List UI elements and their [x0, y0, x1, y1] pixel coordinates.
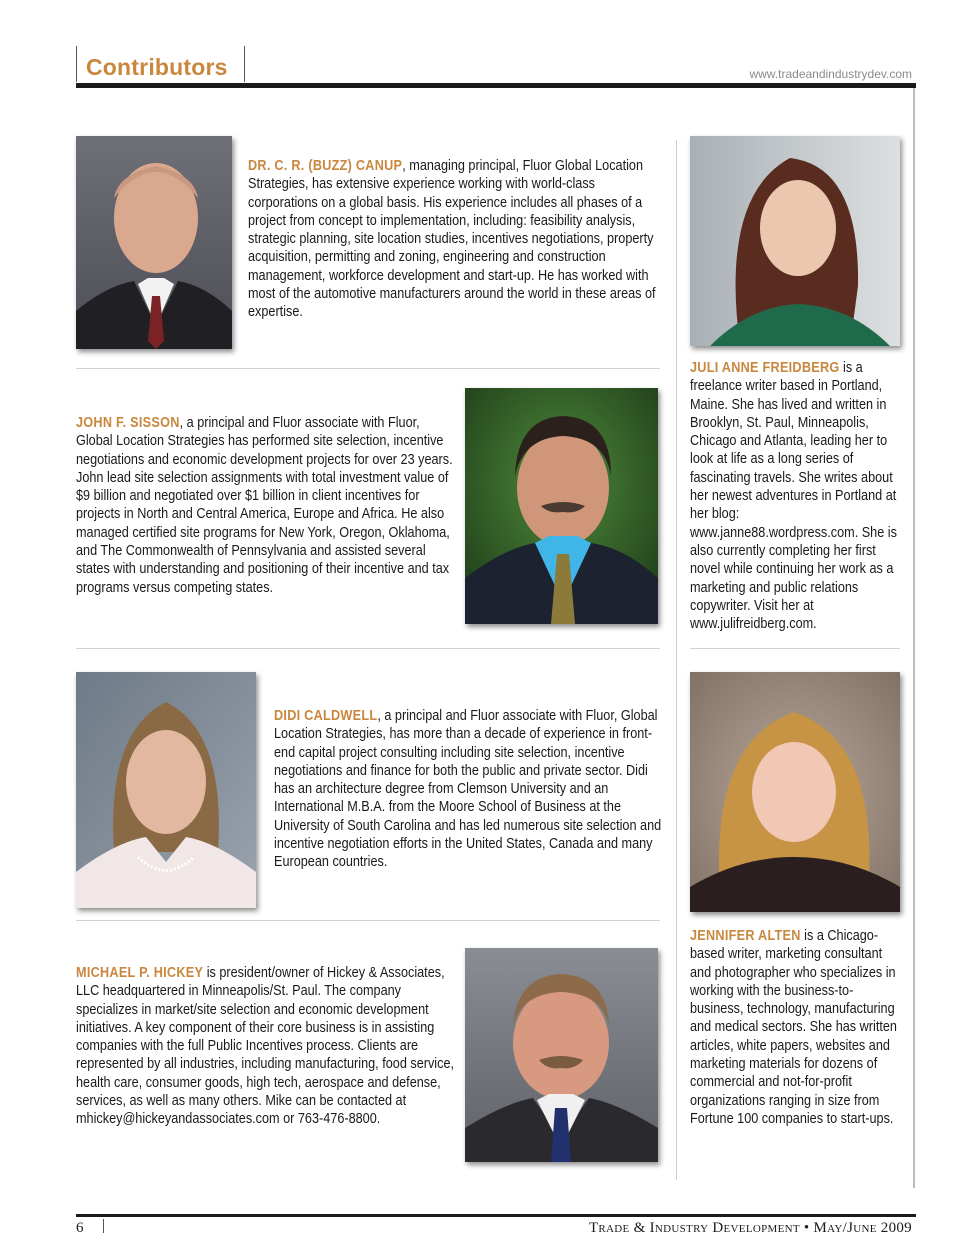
header-divider — [244, 46, 245, 82]
contributor-name: JULI ANNE FREIDBERG — [690, 360, 840, 376]
footer-rule — [76, 1214, 916, 1217]
bio-canup: DR. C. R. (BUZZ) CANUP, managing principal, Fluor Global Location Strategies, has extensive experience working with world-class corporations on a global basis. His experience includes all phases of a project from concept to implementation, including: feasibility analysis, strategic planning, site location studies, incentives negotiations, property acquisition, permitting and zoning, engineering and construction management, workforce development and start-up. He has worked with most of the automotive manufacturers around the world in these areas of expertise. — [248, 158, 656, 321]
section-divider — [76, 368, 660, 369]
contributor-photo-hickey — [465, 948, 658, 1162]
header-rule — [76, 83, 916, 88]
page-number: 6 — [76, 1220, 84, 1236]
contributor-photo-caldwell — [76, 672, 256, 908]
bio-alten: JENNIFER ALTEN is a Chicago-based writer, marketing consultant and photographer who specializes in working with the business-to-business, technology, manufacturing and medical sectors. She has written articles, white papers, websites and marketing materials for dozens of commercial and not-for-profit organizations ranging in size from Fortune 100 companies to start-ups. — [690, 928, 897, 1127]
bio-caldwell: DIDI CALDWELL, a principal and Fluor associate with Fluor, Global Location Strategies, has more than a decade of experience in front-end capital project consulting including site selection, incentive negotiations and finance for both the public and private sector. Didi has an architecture degree from Clemson University and an International M.B.A. from the Moore School of Business at the University of South Carolina and has led numerous site selection and incentive negotiation efforts in the United States, Canada and many European countries. — [274, 708, 662, 871]
bio-sisson: JOHN F. SISSON, a principal and Fluor associate with Fluor, Global Location Strategies has performed site selection, incentive negotiations and economic development projects for over 23 years. John lead site selection assignments with total investment value of $9 billion and negotiated over $1 billion in client incentives for projects in North and Central America, Europe and Africa. He also managed certified site programs for New York, Oregon, Oklahoma, and The Commonwealth of Pennsylvania and assisted several states with understanding and positioning of their incentive and tax programs versus competing states. — [76, 415, 453, 596]
contributor-name: DR. C. R. (BUZZ) CANUP — [248, 158, 403, 174]
bio-hickey: MICHAEL P. HICKEY is president/owner of Hickey & Associates, LLC headquartered in Minneapolis/St. Paul. The company specializes in market/site selection and economic development initiatives. A key component of their core business is in assisting companies with the full Public Incentives process. Clients are represented by all industries, including manufacturing, food service, health care, consumer goods, high tech, aerospace and defense, services, as well as many others. Mike can be contacted at mhickey@hickeyandassociates.com or 763-476-8800. — [76, 965, 455, 1128]
contributor-name: MICHAEL P. HICKEY — [76, 965, 204, 981]
right-margin-rule — [913, 88, 915, 1188]
header-divider — [76, 46, 77, 82]
contributor-name: JENNIFER ALTEN — [690, 928, 801, 944]
contributor-name: DIDI CALDWELL — [274, 708, 378, 724]
section-divider — [690, 648, 900, 649]
contributor-photo-freidberg — [690, 136, 900, 346]
website-url[interactable]: www.tradeandindustrydev.com — [749, 67, 912, 81]
section-divider — [76, 920, 660, 921]
contributor-name: JOHN F. SISSON — [76, 415, 180, 431]
contributor-photo-canup — [76, 136, 232, 349]
contributor-photo-sisson — [465, 388, 658, 624]
page-title: Contributors — [86, 54, 228, 80]
section-divider — [76, 648, 660, 649]
footer-divider — [103, 1219, 104, 1233]
column-divider — [676, 140, 677, 1180]
contributor-photo-alten — [690, 672, 900, 912]
magazine-issue: Trade & Industry Development • May/June 2009 — [588, 1220, 912, 1236]
bio-freidberg: JULI ANNE FREIDBERG is a freelance writer based in Portland, Maine. She has lived and written in Brooklyn, St. Paul, Minneapolis, Chicago and Atlanta, leading her to look at life as a long series of fascinating travels. She writes about her newest adventures in Portland at her blog: www.janne88.wordpress.com. She is also currently completing her first novel while continuing her work as a marketing and public relations copywriter. Visit her at www.julifreidberg.com. — [690, 360, 897, 633]
